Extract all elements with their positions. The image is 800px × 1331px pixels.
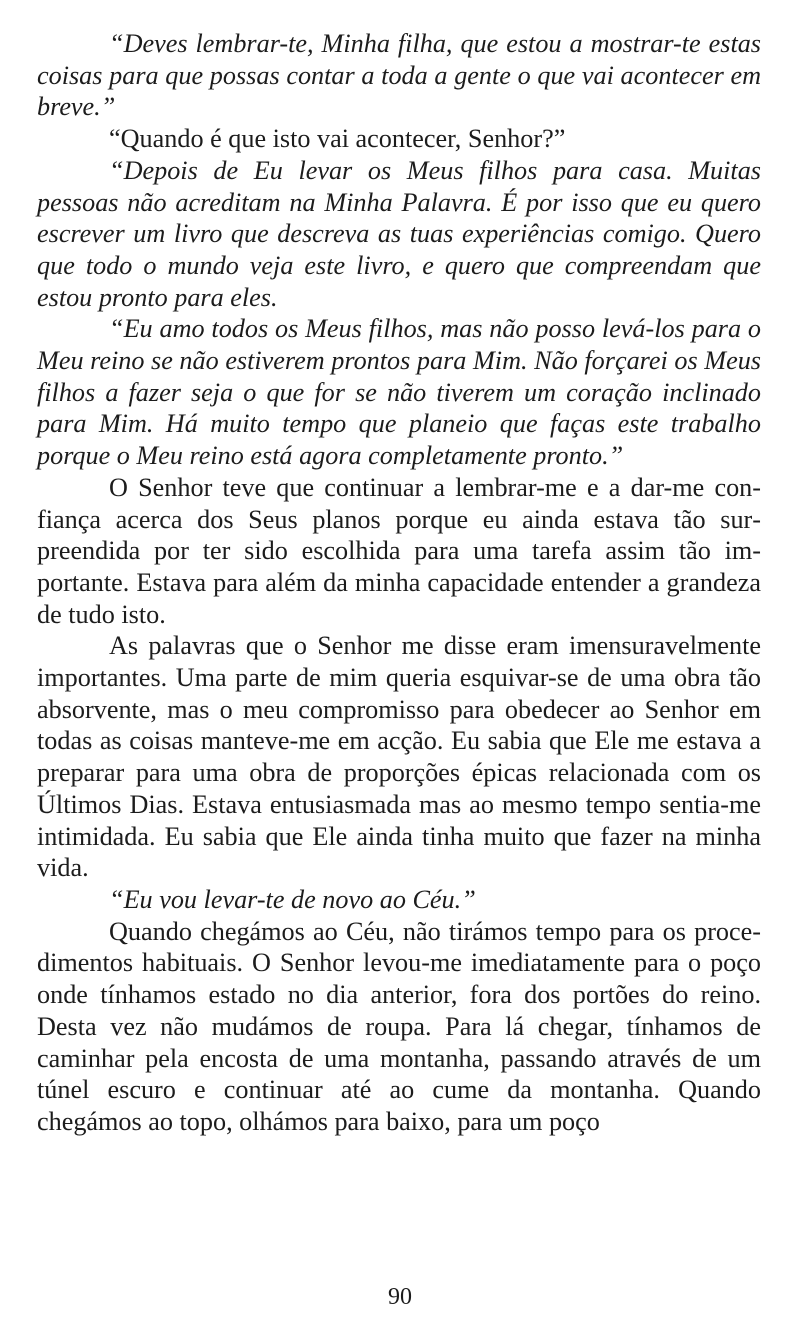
paragraph: “Eu amo todos os Meus filhos, mas não posso levá-los para o Meu reino se não estiverem prontos para Mim. Não forçarei os Meus filhos a fazer seja o que for se não tiverem um coração inclinado para Mim. Há muito tempo que planeio que faças este trabalho porque o Meu reino está agora completamente pronto.” [37,314,761,471]
paragraph: O Senhor teve que continuar a lembrar-me e a dar-me confiança acerca dos Seus planos porque eu ainda estava tão surpreendida por ter sido escolhida para uma tarefa assim tão importante. Estava para além da minha capacidade entender a grandeza de tudo isto. [37,472,761,629]
page-number: 90 [388,1284,412,1310]
paragraph: “Deves lembrar-te, Minha filha, que estou a mostrar-te estas coisas para que possas contar a toda a gente o que vai acontecer em breve.” [37,29,761,122]
page-text-block [37,28,761,1138]
paragraph: Quando chegámos ao Céu, não tirámos tempo para os procedimentos habituais. O Senhor levou-me imediatamente para o poço onde tínhamos estado no dia anterior, fora dos portões do reino. Desta vez não mudámos de roupa. Para lá chegar, tínhamos de caminhar pela encosta de uma montanha, passando através de um túnel escuro e continuar até ao cume da montanha. Quando chegámos ao topo, olhámos para baixo, para um poço [37,916,761,1136]
paragraph: “Eu vou levar-te de novo ao Céu.” [109,884,476,914]
paragraph: “Quando é que isto vai acontecer, Senhor?” [109,124,566,154]
paragraph: “Depois de Eu levar os Meus filhos para casa. Muitas pessoas não acreditam na Minha Palavra. É por isso que eu quero escrever um livro que descreva as tuas experiências comigo. Quero que todo o mundo veja este livro, e quero que compreendam que estou pronto para eles. [37,155,761,312]
paragraph: As palavras que o Senhor me disse eram imensuravelmente importantes. Uma parte de mim queria esquivar-se de uma obra tão absorvente, mas o meu compromisso para obedecer ao Senhor em todas as coisas manteve-me em acção. Eu sabia que Ele me estava a preparar para uma obra de proporções épicas relacionada com os Últimos Dias. Estava entusiasmada mas ao mesmo tempo sentia-me intimidada. Eu sabia que Ele ainda tinha muito que fazer na minha vida. [37,631,761,883]
